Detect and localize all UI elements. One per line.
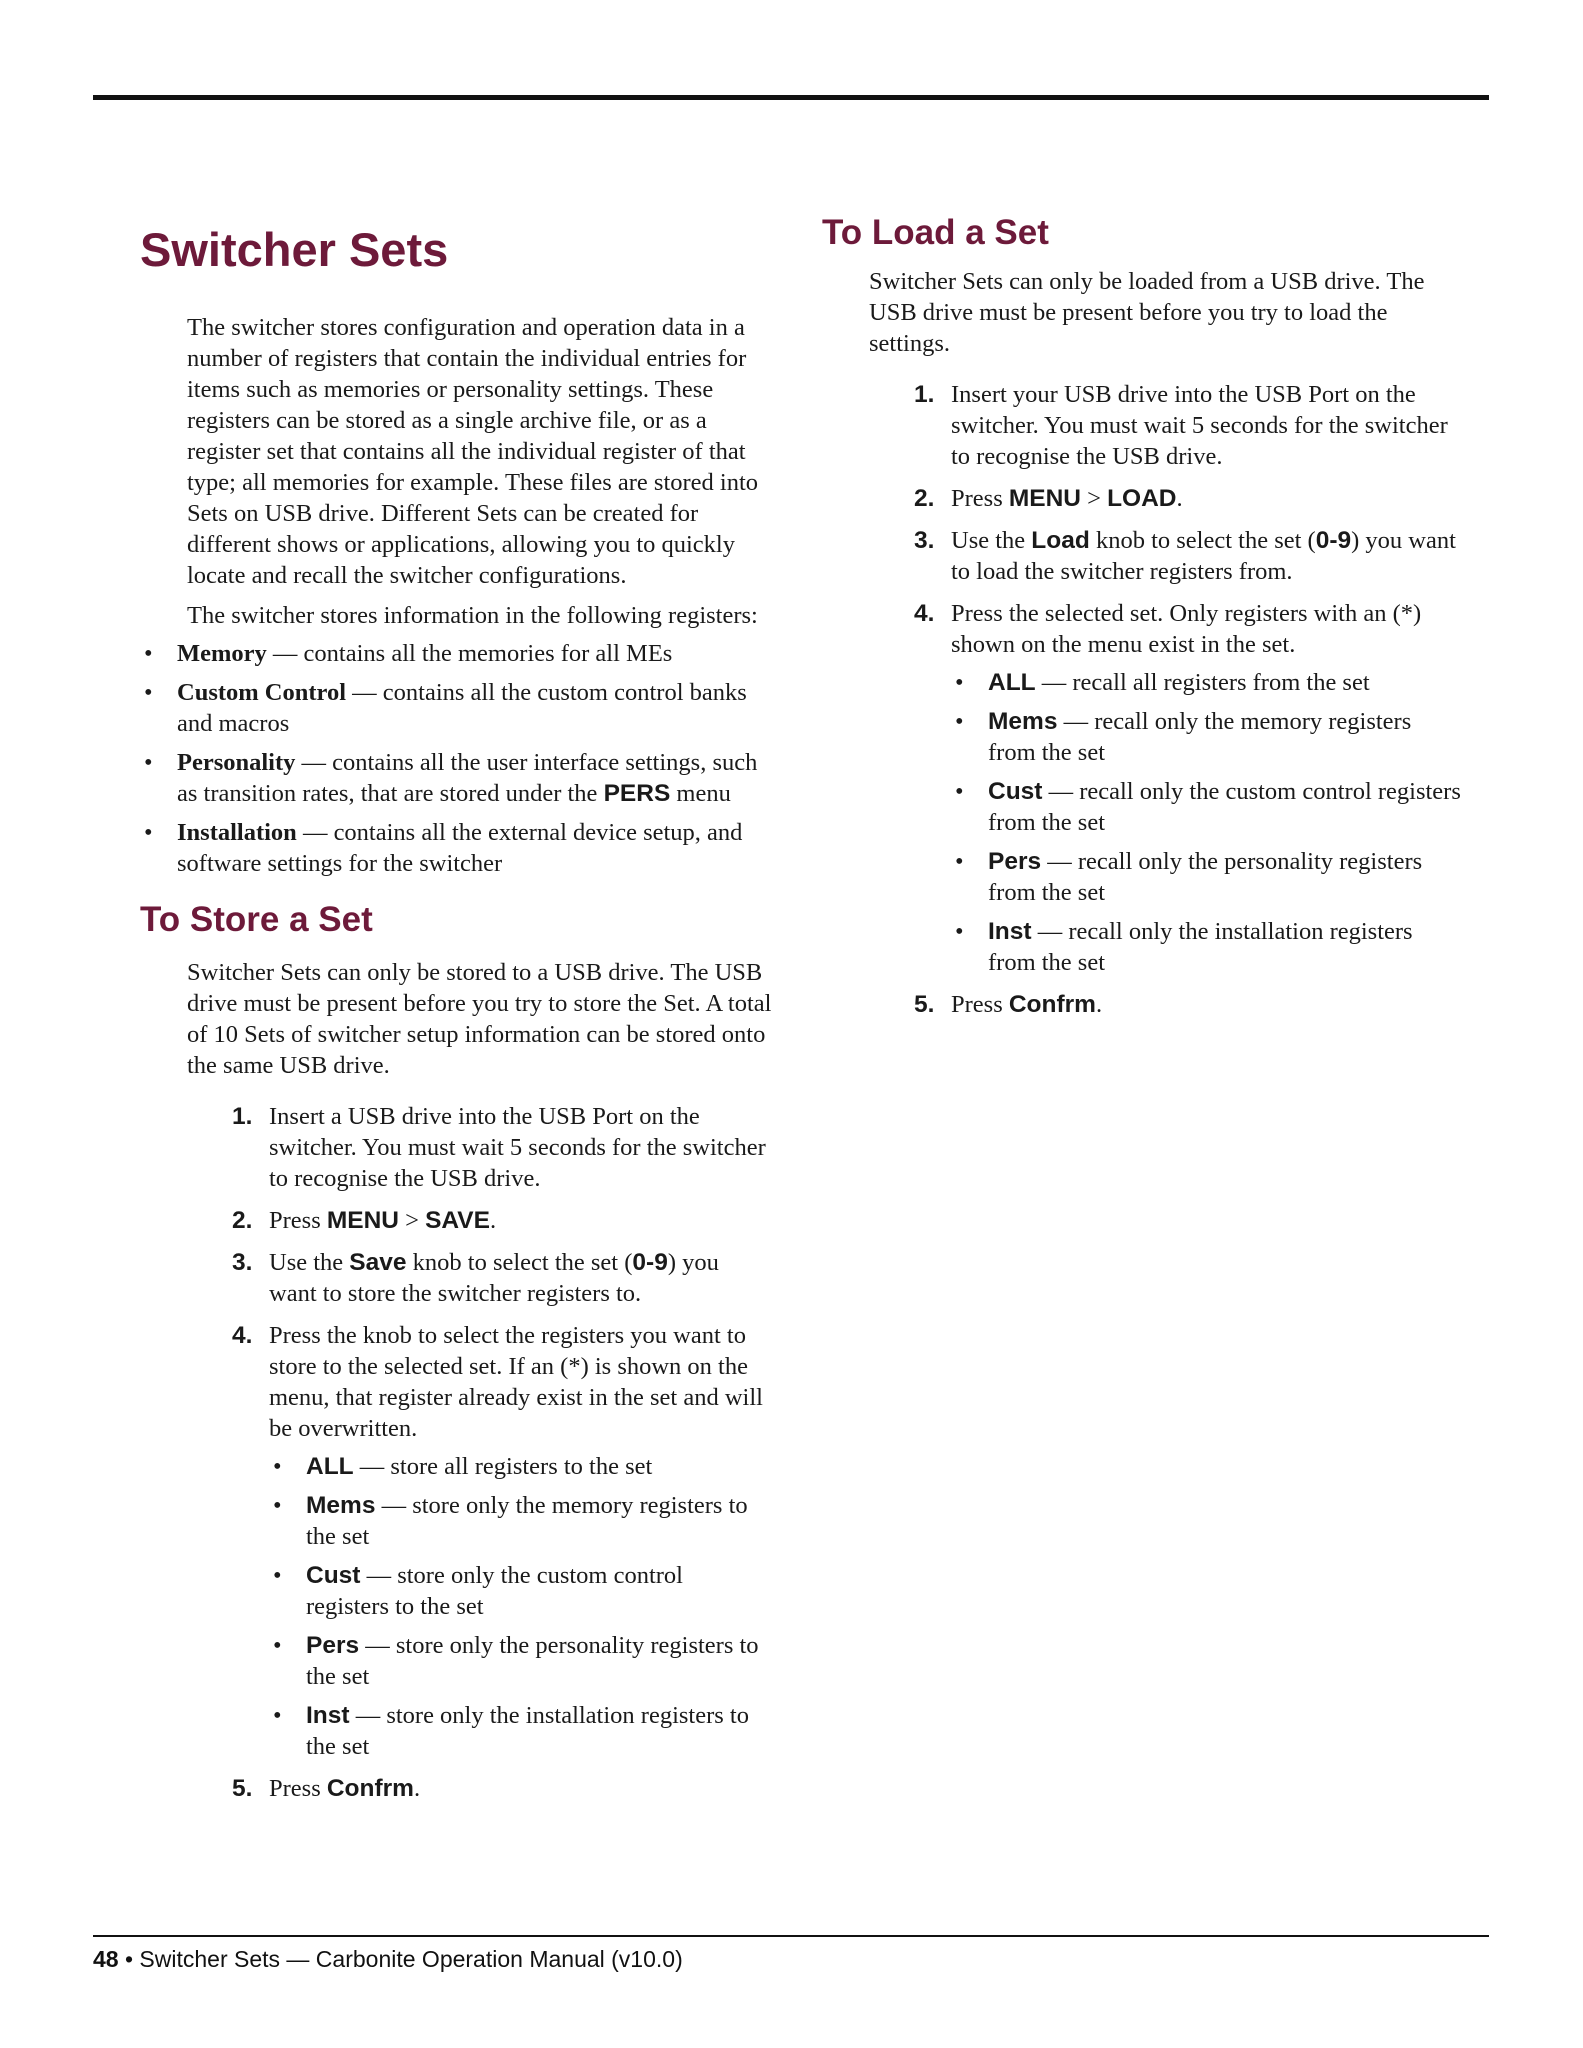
register-desc: — contains all the custom control banks and macros xyxy=(177,679,747,738)
footer-text: • Switcher Sets — Carbonite Operation Manual (v10.0) xyxy=(118,1946,683,1972)
option-term: Inst xyxy=(988,918,1032,945)
step-text: . xyxy=(413,1775,421,1803)
step-item xyxy=(232,1773,772,1804)
option-term: Mems xyxy=(988,708,1058,735)
step-text: . xyxy=(1176,485,1183,512)
list-item xyxy=(951,667,1462,698)
step-item xyxy=(914,483,1462,514)
menu-key: MENU xyxy=(326,1207,399,1235)
menu-key: Confrm xyxy=(326,1775,414,1803)
register-term: Memory xyxy=(177,640,267,668)
option-desc: — recall only the custom control registers from the set xyxy=(988,778,1461,836)
step-number: 2. xyxy=(232,1207,253,1235)
step-number: 1. xyxy=(232,1103,253,1131)
step-text: Use the xyxy=(951,527,1032,554)
list-item xyxy=(951,846,1462,908)
option-term: Inst xyxy=(306,1702,350,1730)
step-item xyxy=(232,1101,772,1194)
step-text: Insert a USB drive into the USB Port on the switcher. You must wait 5 seconds for the switcher to recognise the USB drive. xyxy=(269,1103,766,1193)
list-item xyxy=(140,817,772,879)
step-item xyxy=(914,525,1462,587)
step-text: knob to select the set ( xyxy=(1089,527,1316,554)
page-number: 48 xyxy=(93,1946,119,1972)
step-text: knob to select the set ( xyxy=(406,1249,633,1277)
store-heading: To Store a Set xyxy=(140,900,373,940)
step-number: 5. xyxy=(914,991,935,1018)
step-text: Press the knob to select the registers you want to store to the selected set. If an (*) is shown on the menu, that register already exist in the set and will be overwritten. xyxy=(269,1322,763,1443)
option-term: Cust xyxy=(306,1562,361,1590)
step-item xyxy=(914,379,1462,472)
option-term: Pers xyxy=(988,848,1042,875)
load-heading: To Load a Set xyxy=(822,213,1049,252)
list-item xyxy=(269,1490,772,1552)
step-item xyxy=(914,598,1462,978)
header-rule xyxy=(93,95,1489,100)
option-desc: — store only the custom control registers to the set xyxy=(306,1562,683,1621)
option-term: ALL xyxy=(306,1453,354,1481)
register-desc: — contains all the memories for all MEs xyxy=(266,640,673,668)
right-column xyxy=(822,212,1462,1031)
register-desc: — contains all the user interface settings, such as transition rates, that are stored under the xyxy=(177,749,758,808)
menu-key: MENU xyxy=(1008,485,1081,512)
menu-key: Load xyxy=(1031,527,1090,554)
option-desc: — store only the memory registers to the set xyxy=(306,1492,748,1551)
menu-key: SAVE xyxy=(425,1207,490,1235)
menu-key: Confrm xyxy=(1008,991,1096,1018)
step-item xyxy=(914,989,1462,1020)
step-text: Press xyxy=(951,991,1009,1018)
option-term: Pers xyxy=(306,1632,360,1660)
step-text: Press xyxy=(951,485,1009,512)
step-text: Use the xyxy=(269,1249,350,1277)
option-desc: — store only the installation registers to the set xyxy=(306,1702,749,1761)
menu-key: PERS xyxy=(603,780,671,808)
register-desc: — contains all the external device setup, and software settings for the switcher xyxy=(177,819,743,878)
load-intro: Switcher Sets can only be loaded from a USB drive. The USB drive must be present before you try to load the settings. xyxy=(869,268,1425,357)
list-item xyxy=(140,677,772,739)
step-text: > xyxy=(1081,485,1108,512)
step-number: 3. xyxy=(232,1249,253,1277)
step-number: 3. xyxy=(914,527,935,554)
option-desc: — store only the personality registers to the set xyxy=(306,1632,759,1691)
list-item xyxy=(951,776,1462,838)
step-text: Press the selected set. Only registers with an (*) shown on the menu exist in the set. xyxy=(951,600,1422,658)
list-item xyxy=(140,747,772,809)
list-item xyxy=(269,1560,772,1622)
list-item xyxy=(951,706,1462,768)
left-column xyxy=(140,222,772,1815)
option-term: Cust xyxy=(988,778,1043,805)
load-steps xyxy=(914,379,1462,1020)
step-text: . xyxy=(1095,991,1103,1018)
register-term: Installation xyxy=(177,819,297,847)
menu-key: LOAD xyxy=(1107,485,1177,512)
load-options-list xyxy=(951,667,1462,978)
step-text: . xyxy=(489,1207,497,1235)
step-text: ) you want to store the switcher registers to. xyxy=(269,1249,719,1308)
step-item xyxy=(232,1205,772,1236)
option-term: ALL xyxy=(988,669,1036,696)
step-number: 1. xyxy=(914,381,935,408)
registers-intro: The switcher stores information in the following registers: xyxy=(187,602,758,630)
intro-paragraph: The switcher stores configuration and operation data in a number of registers that contain the individual entries for items such as memories or personality settings. These registers can be stored as a single archive file, or as a register set that contains all the individual register of that type; all memories for example. These files are stored into Sets on USB drive. Different Sets can be created for different shows or applications, allowing you to quickly locate and recall the switcher configurations. xyxy=(187,314,759,590)
page-title: Switcher Sets xyxy=(140,223,449,276)
menu-key: 0-9 xyxy=(632,1249,668,1277)
register-desc-after: menu xyxy=(670,780,731,808)
list-item xyxy=(269,1451,772,1482)
step-number: 2. xyxy=(914,485,935,512)
store-steps xyxy=(232,1101,772,1804)
step-item xyxy=(232,1320,772,1762)
menu-key: 0-9 xyxy=(1315,527,1352,554)
option-term: Mems xyxy=(306,1492,376,1520)
store-intro: Switcher Sets can only be stored to a USB drive. The USB drive must be present before you try to store the Set. A total of 10 Sets of switcher setup information can be stored onto the same USB drive. xyxy=(187,959,772,1080)
register-term: Custom Control xyxy=(177,679,347,707)
list-item xyxy=(269,1630,772,1692)
step-number: 4. xyxy=(232,1322,253,1350)
menu-key: Save xyxy=(349,1249,407,1277)
step-text: > xyxy=(399,1207,426,1235)
step-number: 5. xyxy=(232,1775,253,1803)
option-desc: — recall only the memory registers from the set xyxy=(988,708,1412,766)
option-desc: — recall only the personality registers from the set xyxy=(988,848,1423,906)
list-item xyxy=(951,916,1462,978)
footer-rule xyxy=(93,1935,1489,1937)
option-desc: — store all registers to the set xyxy=(353,1453,653,1481)
registers-list xyxy=(140,638,772,879)
step-text: Insert your USB drive into the USB Port on the switcher. You must wait 5 seconds for the switcher to recognise the USB drive. xyxy=(951,381,1448,470)
store-options-list xyxy=(269,1451,772,1762)
step-text: ) you want to load the switcher registers from. xyxy=(951,527,1456,585)
list-item xyxy=(140,638,772,669)
step-item xyxy=(232,1247,772,1309)
option-desc: — recall only the installation registers from the set xyxy=(988,918,1413,976)
step-text: Press xyxy=(269,1207,327,1235)
option-desc: — recall all registers from the set xyxy=(1035,669,1370,696)
list-item xyxy=(269,1700,772,1762)
step-text: Press xyxy=(269,1775,327,1803)
page-footer xyxy=(93,1946,683,1973)
step-number: 4. xyxy=(914,600,935,627)
register-term: Personality xyxy=(177,749,296,777)
